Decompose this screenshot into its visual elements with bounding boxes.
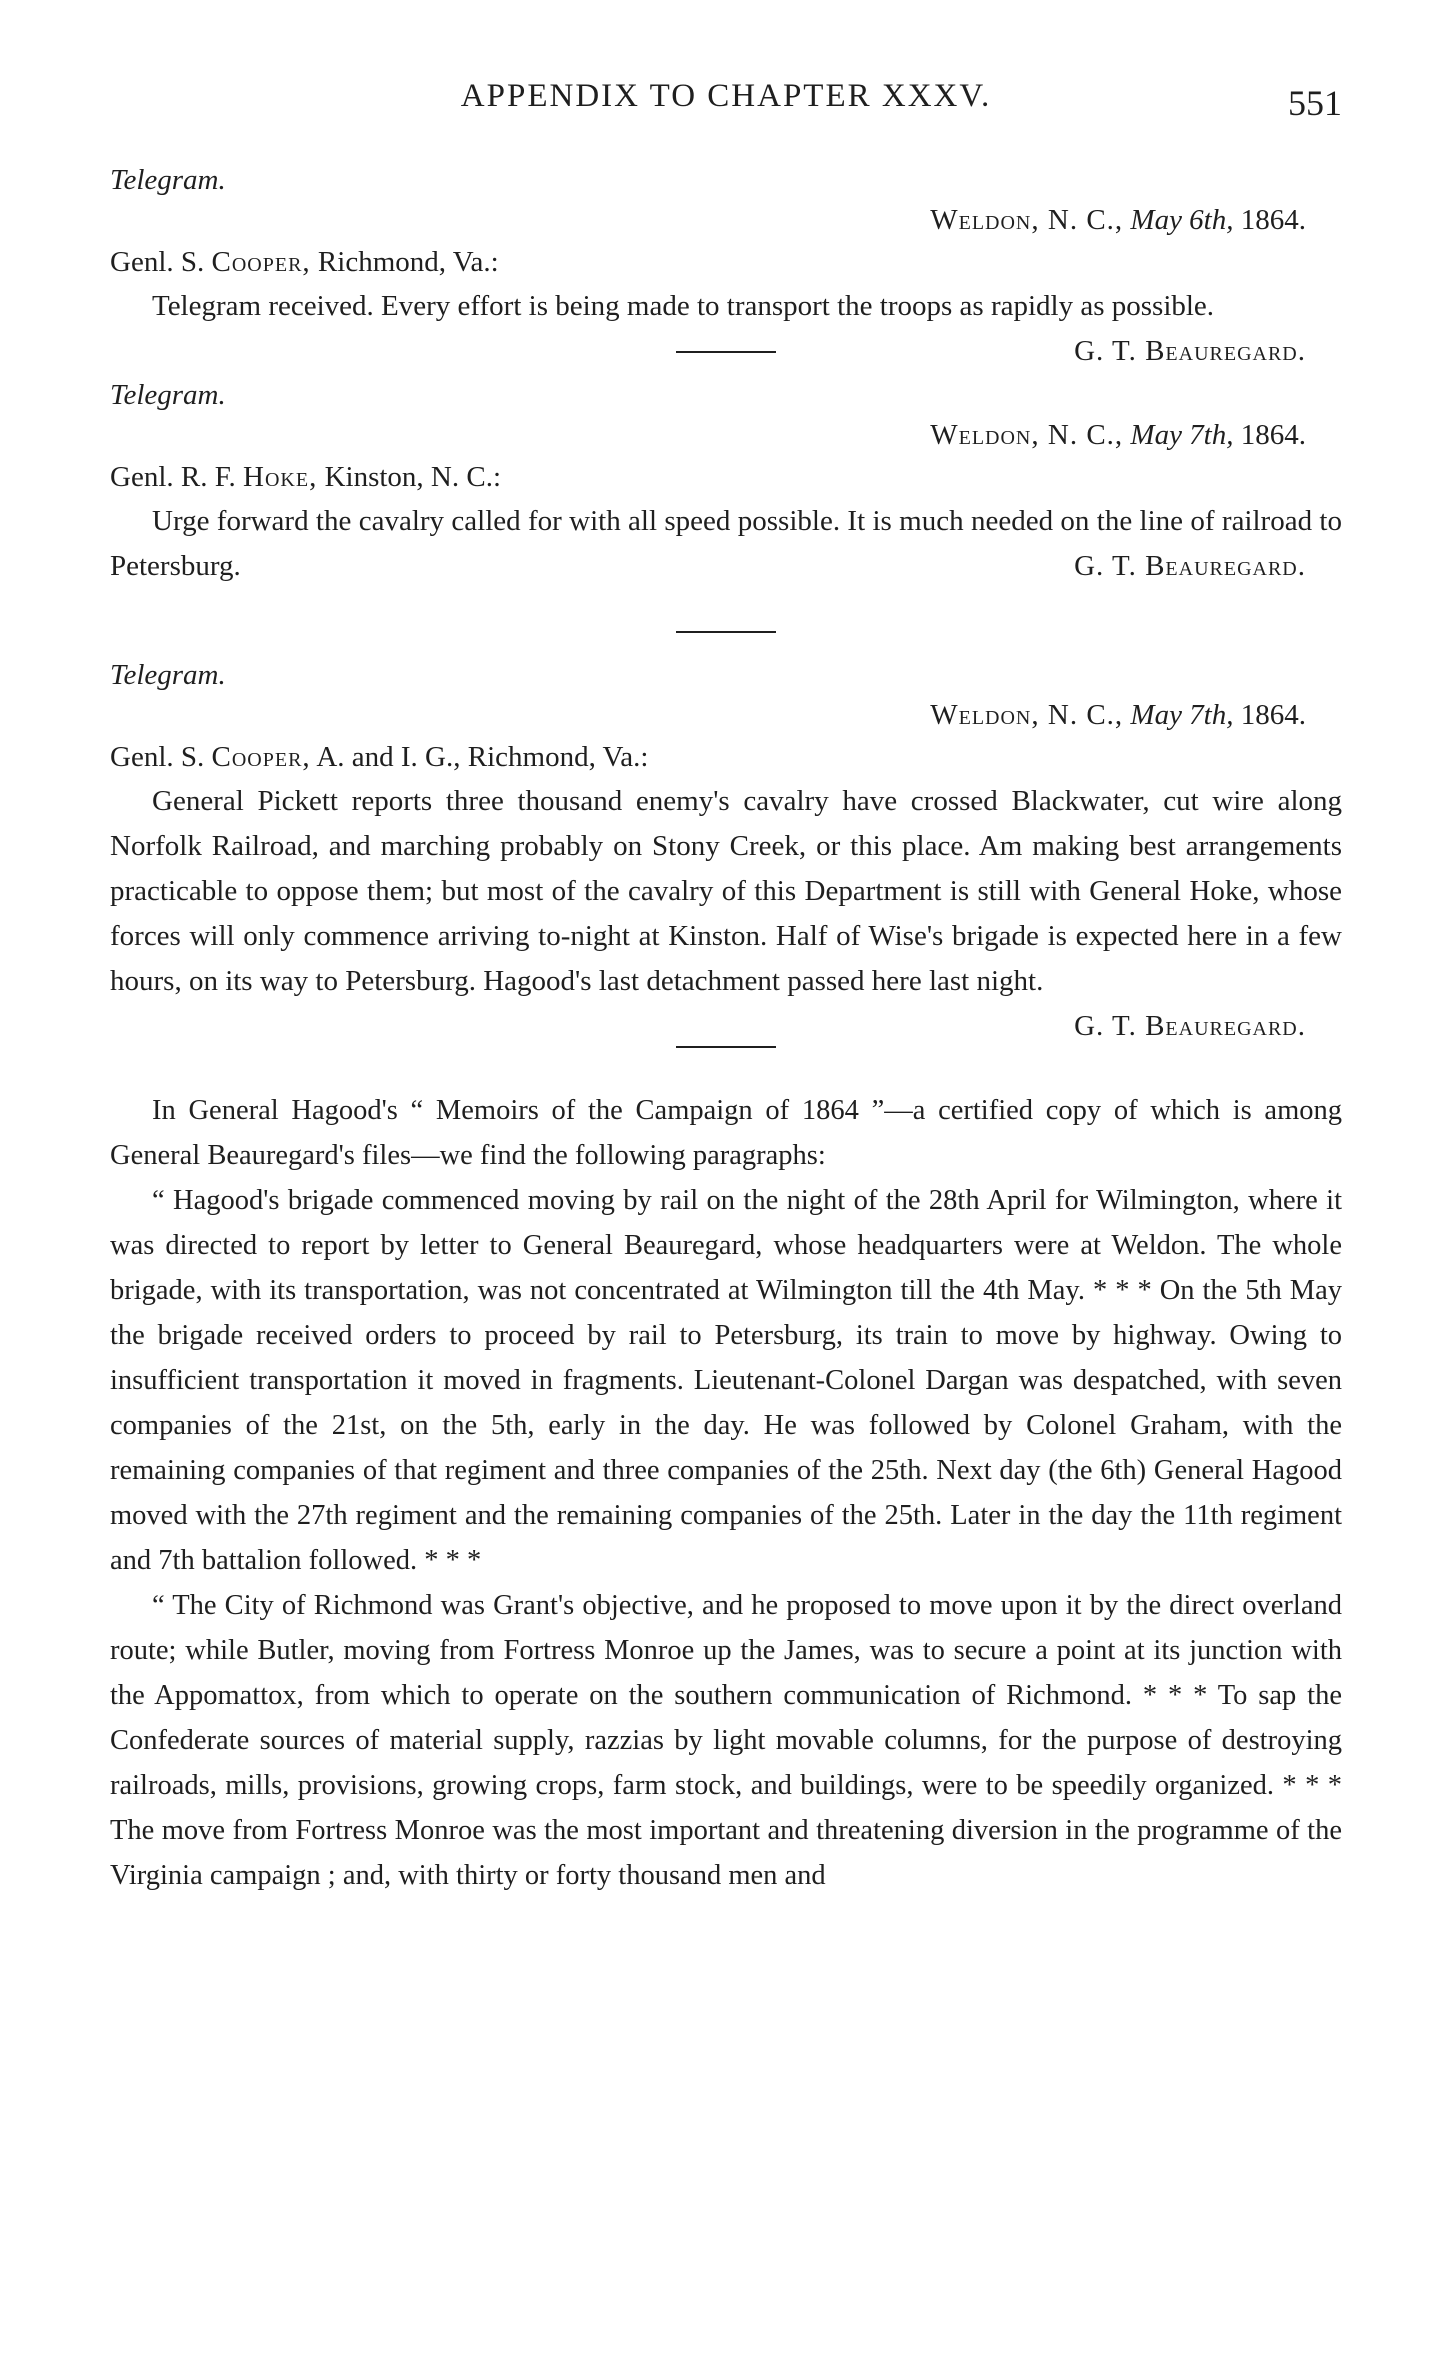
addressee-prefix: Genl. R. F. — [110, 461, 236, 493]
dateline-year: 1864. — [1240, 204, 1306, 236]
section-divider — [676, 1046, 776, 1048]
telegram-addressee — [110, 240, 1342, 284]
section-divider — [676, 631, 776, 633]
telegram-label: Telegram. — [110, 164, 226, 196]
telegram-body-wrap — [110, 779, 1342, 1042]
addressee-name: Cooper, — [211, 246, 311, 278]
telegram-addressee — [110, 735, 1342, 779]
dateline-date: May 6th, — [1130, 204, 1234, 236]
telegram-body: General Pickett reports three thousand enemy's cavalry have crossed Blackwater, cut wire along Norfolk Railroad, and marching probably on Stony Creek, or this place. Am making best arrangements practicable to oppose them; but most of the cavalry of this Department is still with General Hoke, whose forces will only commence arriving to-night at Kinston. Half of Wise's brigade is expected here in a few hours, on its way to Petersburg. Hagood's last detachment passed here last night. — [110, 785, 1342, 997]
telegram-body-wrap — [110, 499, 1342, 589]
dateline-place: Weldon, N. C., — [930, 204, 1124, 236]
dateline-date: May 7th, — [1130, 419, 1234, 451]
dateline-date: May 7th, — [1130, 699, 1234, 731]
addressee-prefix: Genl. S. — [110, 246, 205, 278]
narrative-section — [110, 1088, 1342, 1898]
dateline-year: 1864. — [1240, 699, 1306, 731]
addressee-rest: Richmond, Va.: — [317, 246, 499, 278]
page-content — [110, 160, 1342, 1898]
telegram-label: Telegram. — [110, 379, 226, 411]
page-number: 551 — [1288, 83, 1342, 123]
telegram-dateline — [110, 695, 1342, 735]
section-divider — [676, 351, 776, 353]
addressee-rest: Kinston, N. C.: — [324, 461, 502, 493]
page-header — [110, 74, 1342, 134]
telegram-body: Urge forward the cavalry called for with all speed possible. It is much needed on the line of railroad to Petersburg. — [110, 505, 1342, 582]
telegram-dateline — [110, 415, 1342, 455]
dateline-year: 1864. — [1240, 419, 1306, 451]
telegram-signature: G. T. Beauregard. — [1074, 1010, 1306, 1042]
narrative-paragraph: “ Hagood's brigade commenced moving by rail on the night of the 28th April for Wilmington, where it was directed to report by letter to General Beauregard, whose headquarters were at Weldon. The whole brigade, with its transportation, was not concentrated at Wilmington till the 4th May. * * * On the 5th May the brigade received orders to proceed by rail to Petersburg, its train to move by highway. Owing to insufficient transportation it moved in fragments. Lieutenant-Colonel Dargan was despatched, with seven companies of the 21st, on the 5th, early in the day. He was followed by Colonel Graham, with the remaining companies of that regiment and three companies of the 25th. Next day (the 6th) General Hagood moved with the 27th regiment and the remaining companies of the 25th. Later in the day the 11th regiment and 7th battalion followed. * * * — [110, 1185, 1342, 1576]
telegram-1 — [110, 160, 1342, 367]
telegram-label: Telegram. — [110, 659, 226, 691]
telegram-2 — [110, 375, 1342, 589]
telegram-addressee — [110, 455, 1342, 499]
telegram-signature: G. T. Beauregard. — [1074, 335, 1306, 367]
narrative-paragraph: In General Hagood's “ Memoirs of the Campaign of 1864 ”—a certified copy of which is among General Beauregard's files—we find the following paragraphs: — [110, 1095, 1342, 1171]
narrative-paragraph: “ The City of Richmond was Grant's objective, and he proposed to move upon it by the direct overland route; while Butler, moving from Fortress Monroe up the James, was to secure a point at its junction with the Appomattox, from which to operate on the southern communication of Richmond. * * * To sap the Confederate sources of material supply, razzias by light movable columns, for the purpose of destroying railroads, mills, provisions, growing crops, farm stock, and buildings, were to be speedily organized. * * * The move from Fortress Monroe was the most important and threatening diversion in the programme of the Virginia campaign ; and, with thirty or forty thousand men and — [110, 1590, 1342, 1891]
addressee-prefix: Genl. S. — [110, 741, 205, 773]
telegram-body-wrap — [110, 284, 1342, 367]
telegram-body: Telegram received. Every effort is being made to transport the troops as rapidly as possible. — [152, 290, 1215, 322]
telegram-signature: G. T. Beauregard. — [1074, 550, 1306, 582]
addressee-rest: A. and I. G., Richmond, Va.: — [316, 741, 649, 773]
addressee-name: Hoke, — [243, 461, 318, 493]
dateline-place: Weldon, N. C., — [930, 699, 1124, 731]
dateline-place: Weldon, N. C., — [930, 419, 1124, 451]
running-head: APPENDIX TO CHAPTER XXXV. — [460, 78, 992, 114]
telegram-3 — [110, 655, 1342, 1042]
telegram-dateline — [110, 200, 1342, 240]
addressee-name: Cooper, — [211, 741, 311, 773]
